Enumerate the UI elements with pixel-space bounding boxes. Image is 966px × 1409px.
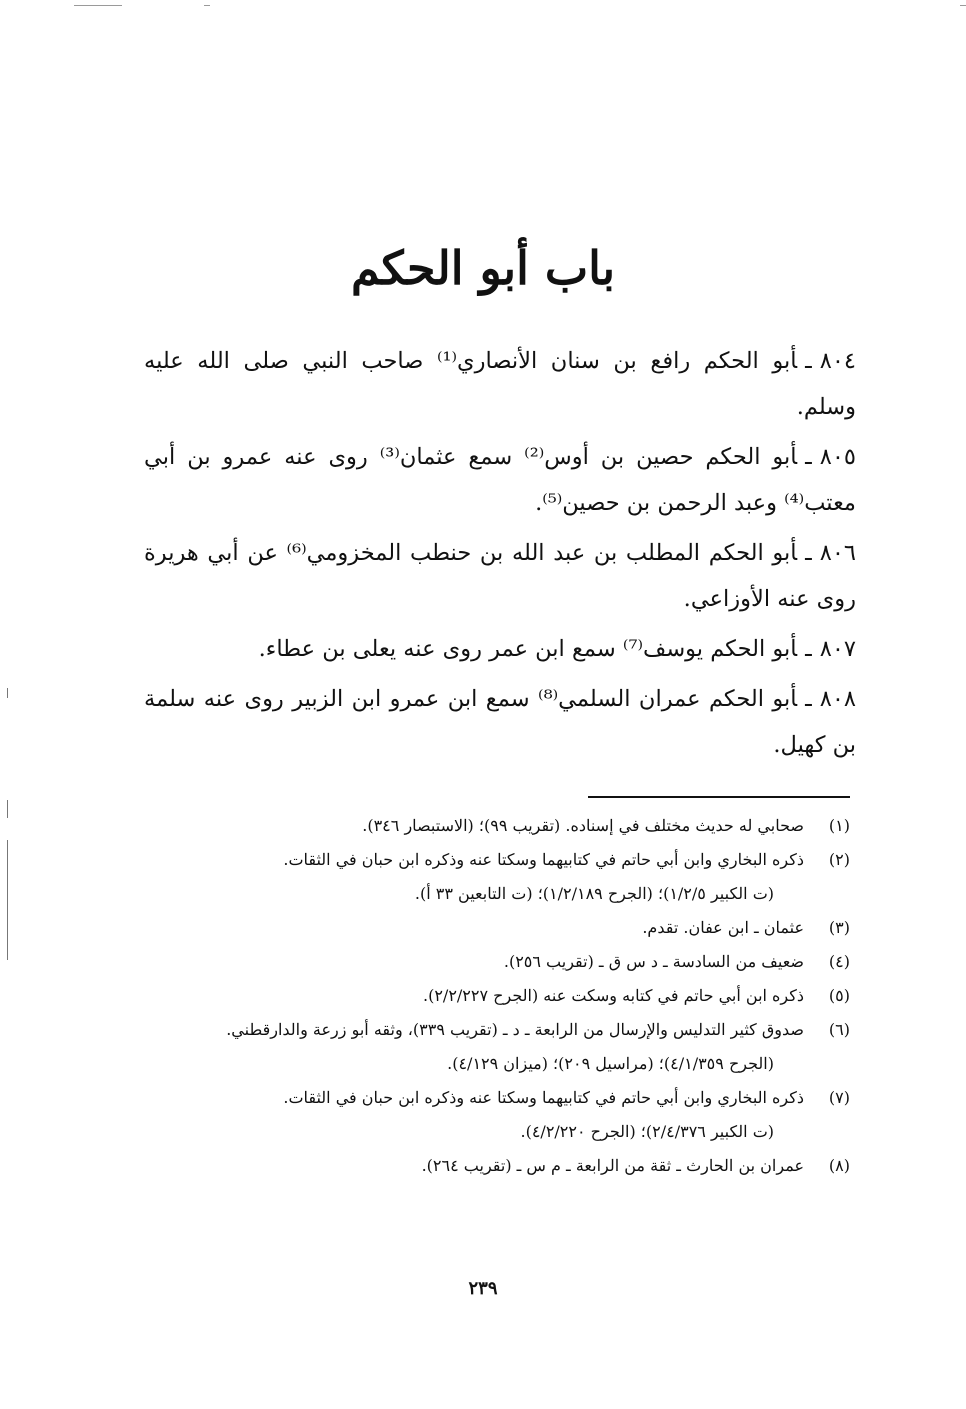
entry-807 — [144, 626, 856, 672]
entry-dash: ـ — [805, 540, 812, 566]
entry-text: أبو الحكم عمران السلمي⁽⁸⁾ سمع ابن عمرو ابن الزبير روى عنه سلمة بن كهيل. — [144, 686, 856, 758]
footnotes — [160, 809, 850, 1183]
entry-number: ٨٠٦ — [819, 540, 856, 566]
entry-text: أبو الحكم رافع بن سنان الأنصاري⁽¹⁾ صاحب النبي صلى الله عليه وسلم. — [144, 348, 856, 420]
entry-dash: ـ — [805, 636, 812, 662]
footnote-text: ذكره البخاري وابن أبي حاتم في كتابيهما وسكتا عنه وذكره ابن حبان في الثقات. — [283, 850, 804, 869]
footnote-3 — [160, 911, 850, 945]
entry-number: ٨٠٥ — [819, 444, 857, 470]
footnote-reference: (ت الكبير ١/٢/٥)؛ (الجرح ١/٢/١٨٩)؛ (ت التابعين ٣٣ أ). — [414, 884, 774, 903]
footnote-marker: (٤) — [828, 952, 850, 971]
scan-artifact — [7, 800, 8, 818]
footnote-2 — [160, 843, 850, 911]
page-number: ٢٣٩ — [468, 1278, 498, 1299]
footnote-5 — [160, 979, 850, 1013]
footnote-text: صحابي له حديث مختلف في إسناده. (تقريب ٩٩)؛ (الاستبصار ٣٤٦). — [362, 816, 804, 835]
scan-artifact — [74, 5, 122, 6]
scan-artifact — [7, 688, 8, 698]
footnote-4 — [160, 945, 850, 979]
footnote-marker: (٣) — [828, 918, 850, 937]
footnote-text: عثمان ـ ابن عفان. تقدم. — [642, 918, 804, 937]
entries-list — [144, 338, 856, 772]
footnote-separator — [588, 796, 850, 798]
footnote-1 — [160, 809, 850, 843]
footnote-text: عمران بن الحارث ـ ثقة من الرابعة ـ م س ـ (تقريب ٢٦٤). — [421, 1156, 804, 1175]
scan-artifact — [7, 840, 8, 960]
entry-806 — [144, 530, 856, 622]
footnote-marker: (٢) — [828, 850, 850, 869]
entry-number: ٨٠٤ — [819, 348, 856, 374]
entry-805 — [144, 434, 856, 526]
entry-number: ٨٠٧ — [819, 636, 856, 662]
footnote-marker: (٧) — [828, 1088, 850, 1107]
footnote-text: ذكره ابن أبي حاتم في كتابه وسكت عنه (الجرح ٢/٢/٢٢٧). — [423, 986, 804, 1005]
footnote-reference: (الجرح ٤/١/٣٥٩)؛ (مراسيل ٢٠٩)؛ (ميزان ٤/١٢٩). — [447, 1054, 774, 1073]
footnote-marker: (٦) — [828, 1020, 850, 1039]
footnote-marker: (٥) — [828, 986, 850, 1005]
footnote-6 — [160, 1013, 850, 1081]
scan-artifact — [960, 5, 966, 6]
scan-artifact — [204, 5, 210, 6]
footnote-reference: (ت الكبير ٢/٤/٣٧٦)؛ (الجرح ٤/٢/٢٢٠). — [520, 1122, 774, 1141]
footnote-text: صدوق كثير التدليس والإرسال من الرابعة ـ د ـ (تقريب ٣٣٩)، وثقه أبو زرعة والدارقطني. — [226, 1020, 804, 1039]
footnote-8 — [160, 1149, 850, 1183]
footnote-text: ذكره البخاري وابن أبي حاتم في كتابيهما وسكتا عنه وذكره ابن حبان في الثقات. — [283, 1088, 804, 1107]
footnote-marker: (١) — [828, 816, 850, 835]
chapter-title: باب أبو الحكم — [350, 241, 615, 295]
entry-dash: ـ — [805, 444, 812, 470]
entry-dash: ـ — [805, 348, 812, 374]
footnote-text: ضعيف من السادسة ـ د س ق ـ (تقريب ٢٥٦). — [503, 952, 804, 971]
footnote-marker: (٨) — [828, 1156, 850, 1175]
entry-text: أبو الحكم المطلب بن عبد الله بن حنطب المخزومي⁽⁶⁾ عن أبي هريرة روى عنه الأوزاعي. — [144, 540, 856, 612]
entry-text: أبو الحكم حصين بن أوس⁽²⁾ سمع عثمان⁽³⁾ روى عنه عمرو بن أبي معتب⁽⁴⁾ وعبد الرحمن بن حصين⁽⁵⁾. — [144, 444, 856, 516]
entry-808 — [144, 676, 856, 768]
entry-804 — [144, 338, 856, 430]
entry-number: ٨٠٨ — [819, 686, 856, 712]
entry-text: أبو الحكم يوسف⁽⁷⁾ سمع ابن عمر روى عنه يعلى بن عطاء. — [258, 636, 798, 662]
footnote-7 — [160, 1081, 850, 1149]
entry-dash: ـ — [805, 686, 812, 712]
